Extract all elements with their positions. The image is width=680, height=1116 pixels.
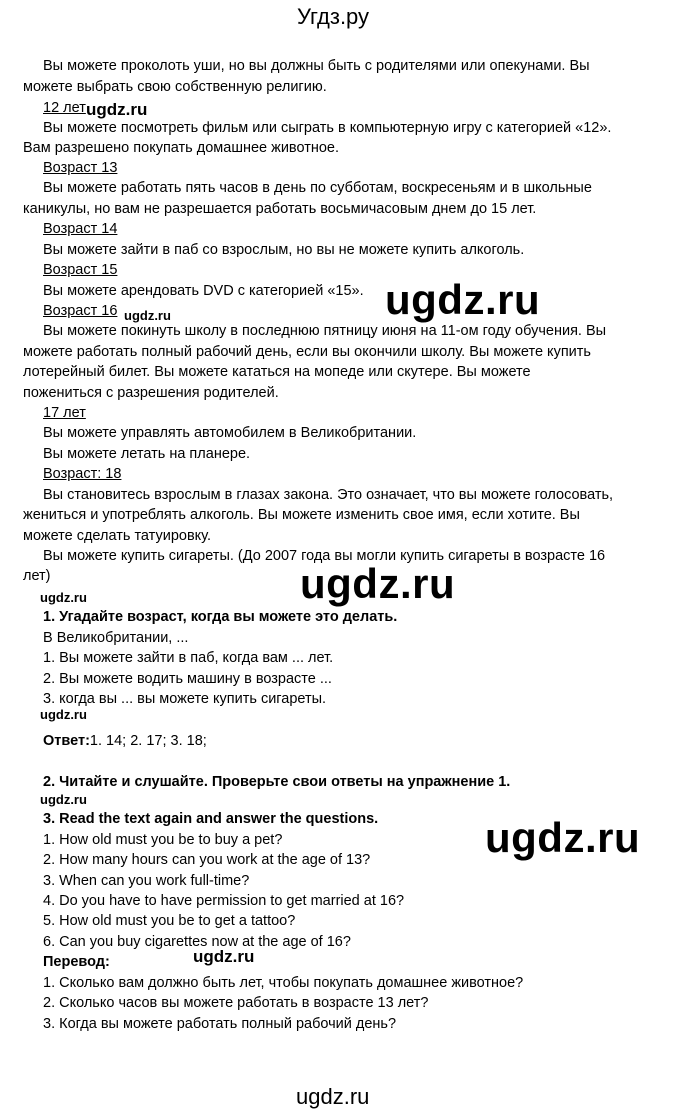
age18-heading: Возраст: 18 [43, 466, 122, 482]
age18-line-1: Вы становитесь взрослым в глазах закона. Это означает, что вы можете голосовать, [43, 487, 614, 503]
question-2: 2. How many hours can you work at the age of 13? [43, 852, 371, 868]
age12-line-2: Вам разрешено покупать домашнее животное. [23, 140, 340, 156]
age18-line-2: жениться и употреблять алкоголь. Вы можете изменить свое имя, если хотите. Вы [23, 507, 580, 523]
footer-watermark: ugdz.ru [296, 1084, 370, 1109]
age15-heading: Возраст 15 [43, 262, 118, 278]
answer-value: 1. 14; 2. 17; 3. 18; [89, 733, 207, 749]
age12-line-1: Вы можете посмотреть фильм или сыграть в компьютерную игру с категорией «12». [43, 120, 612, 136]
translation-label: Перевод: [43, 954, 110, 970]
age14-heading: Возраст 14 [43, 221, 118, 237]
age16-line-3: лотерейный билет. Вы можете кататься на мопеде или скутере. Вы можете [23, 364, 531, 380]
exercise3-title: 3. Read the text again and answer the questions. [43, 811, 379, 827]
translation-3: 3. Когда вы можете работать полный рабочий день? [43, 1016, 397, 1032]
age16-line-1: Вы можете покинуть школу в последнюю пятницу июня на 11-ом году обучения. Вы [43, 323, 607, 339]
question-5: 5. How old must you be to get a tattoo? [43, 913, 296, 929]
watermark-1: ugdz.ru [86, 100, 148, 119]
intro-line-1: Вы можете проколоть уши, но вы должны быть с родителями или опекунами. Вы [43, 58, 590, 74]
age18-line-3: можете сделать татуировку. [23, 528, 211, 544]
age16-heading: Возраст 16 [43, 303, 118, 319]
answer-label: Ответ: [43, 733, 90, 749]
translation-1: 1. Сколько вам должно быть лет, чтобы покупать домашнее животное? [43, 975, 524, 991]
age14-line-1: Вы можете зайти в паб со взрослым, но вы не можете купить алкоголь. [43, 242, 525, 258]
age18-line-5: лет) [23, 568, 51, 584]
age16-line-4: пожениться с разрешения родителей. [23, 385, 279, 401]
translation-2: 2. Сколько часов вы можете работать в возрасте 13 лет? [43, 995, 429, 1011]
age13-line-2: каникулы, но вам не разрешается работать восьмичасовым днем до 15 лет. [23, 201, 537, 217]
age16-line-2: можете работать полный рабочий день, если вы окончили школу. Вы можете купить [23, 344, 591, 360]
question-6: 6. Can you buy cigarettes now at the age of 16? [43, 934, 351, 950]
question-4: 4. Do you have to have permission to get married at 16? [43, 893, 405, 909]
watermark-6: ugdz.ru [40, 707, 87, 722]
watermark-2: ugdz.ru [385, 276, 541, 323]
exercise1-answer [43, 731, 207, 751]
exercise1-item-3: 3. когда вы ... вы можете купить сигареты. [43, 691, 327, 707]
age13-heading: Возраст 13 [43, 160, 118, 176]
exercise1-title: 1. Угадайте возраст, когда вы можете это делать. [43, 609, 398, 625]
age17-line-1: Вы можете управлять автомобилем в Великобритании. [43, 425, 417, 441]
exercise1-intro: В Великобритании, ... [43, 630, 189, 646]
intro-line-2: можете выбрать свою собственную религию. [23, 79, 327, 95]
age17-line-2: Вы можете летать на планере. [43, 446, 251, 462]
age17-heading: 17 лет [43, 405, 86, 421]
watermark-8: ugdz.ru [485, 814, 641, 861]
watermark-3: ugdz.ru [124, 308, 171, 323]
question-3: 3. When can you work full-time? [43, 873, 250, 889]
exercise1-item-2: 2. Вы можете водить машину в возрасте ... [43, 671, 332, 687]
watermark-7: ugdz.ru [40, 792, 87, 807]
age13-line-1: Вы можете работать пять часов в день по субботам, воскресеньям и в школьные [43, 180, 592, 196]
age18-line-4: Вы можете купить сигареты. (До 2007 года вы могли купить сигареты в возрасте 16 [43, 548, 606, 564]
exercise2-title: 2. Читайте и слушайте. Проверьте свои ответы на упражнение 1. [43, 774, 511, 790]
question-1: 1. How old must you be to buy a pet? [43, 832, 283, 848]
watermark-4: ugdz.ru [300, 560, 456, 607]
age15-line-1: Вы можете арендовать DVD с категорией «15». [43, 283, 364, 299]
site-title: Угдз.ру [297, 4, 370, 29]
watermark-5: ugdz.ru [40, 590, 87, 605]
exercise1-item-1: 1. Вы можете зайти в паб, когда вам ... лет. [43, 650, 334, 666]
age12-heading: 12 лет [43, 100, 86, 116]
watermark-9: ugdz.ru [193, 947, 255, 966]
